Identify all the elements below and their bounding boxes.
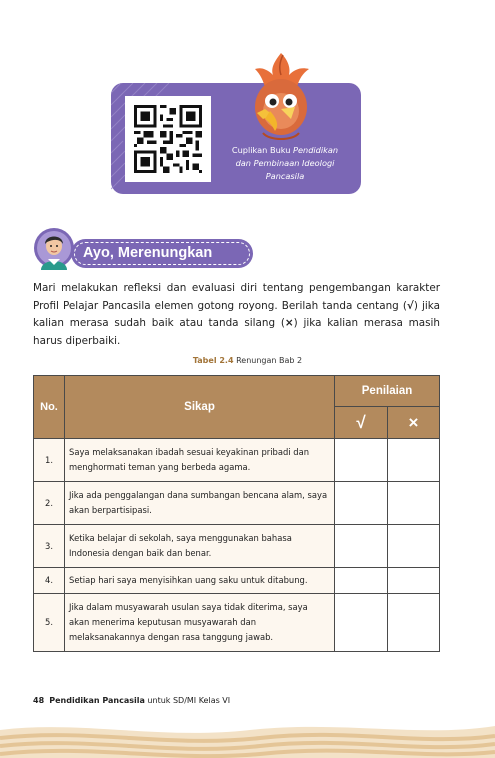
qr-caption: [223, 144, 347, 183]
row-text: Jika ada penggalangan dana sumbangan bencana alam, saya akan berpartisipasi.: [65, 482, 335, 525]
qr-caption-line2: dan Pembinaan Ideologi: [235, 158, 335, 168]
cross-cell[interactable]: [388, 594, 440, 652]
check-cell[interactable]: [335, 525, 388, 568]
row-number: 4.: [34, 568, 65, 594]
row-text: Jika dalam musyawarah usulan saya tidak diterima, saya akan menerima keputusan musyawarah dan melaksanakannya dengan rasa tanggung jawab.: [65, 594, 335, 652]
student-avatar-icon: [33, 224, 75, 270]
qr-code[interactable]: [125, 96, 211, 182]
check-icon: √: [406, 299, 414, 312]
table-caption-title: Renungan Bab 2: [236, 356, 303, 365]
qr-banner: [111, 83, 361, 194]
row-number: 2.: [34, 482, 65, 525]
header-check-icon: √: [335, 407, 388, 439]
table-row: [34, 568, 440, 594]
qr-caption-line1: Cuplikan Buku: [231, 145, 294, 155]
decorative-waves: [0, 716, 495, 758]
instruction-paragraph: Mari melakukan refleksi dan evaluasi diri tentang pengembangan karakter Profil Pelajar Pancasila elemen gotong royong. Berilah tanda centang (√) jika kalian merasa sudah baik atau tanda silang (×) jika kalian merasa masih harus diperbaiki.: [33, 282, 441, 347]
cross-cell[interactable]: [388, 525, 440, 568]
header-sikap: Sikap: [65, 376, 335, 439]
cross-cell[interactable]: [388, 482, 440, 525]
table-row: [34, 482, 440, 525]
qr-caption-line3: Pancasila: [265, 171, 305, 181]
reflection-table: [33, 375, 440, 652]
page-number: 48: [33, 696, 45, 705]
heading-title: Ayo, Merenungkan: [83, 245, 213, 261]
cross-icon: ×: [284, 317, 294, 330]
table-caption: [0, 356, 495, 365]
check-cell[interactable]: [335, 439, 388, 482]
row-number: 3.: [34, 525, 65, 568]
header-penilaian: Penilaian: [335, 376, 440, 407]
row-number: 5.: [34, 594, 65, 652]
table-row: [34, 439, 440, 482]
check-cell[interactable]: [335, 568, 388, 594]
section-heading: [33, 224, 233, 270]
check-cell[interactable]: [335, 482, 388, 525]
header-no: No.: [34, 376, 65, 439]
table-caption-label: Tabel 2.4: [192, 356, 234, 365]
qr-caption-italic: Pendidikan: [293, 145, 339, 155]
table-row: [34, 525, 440, 568]
qr-code-icon: [134, 105, 202, 173]
page-footer: [33, 696, 230, 705]
heading-pill: [71, 239, 253, 268]
book-subtitle: untuk SD/MI Kelas VI: [144, 696, 231, 705]
book-title: Pendidikan Pancasila: [49, 696, 145, 705]
header-cross-icon: ×: [388, 407, 440, 439]
cross-cell[interactable]: [388, 568, 440, 594]
row-text: Saya melaksanakan ibadah sesuai keyakinan pribadi dan menghormati teman yang berbeda agama.: [65, 439, 335, 482]
row-text: Ketika belajar di sekolah, saya menggunakan bahasa Indonesia dengan baik dan benar.: [65, 525, 335, 568]
row-text: Setiap hari saya menyisihkan uang saku untuk ditabung.: [65, 568, 335, 594]
table-row: [34, 594, 440, 652]
row-number: 1.: [34, 439, 65, 482]
cross-cell[interactable]: [388, 439, 440, 482]
check-cell[interactable]: [335, 594, 388, 652]
garuda-mascot-icon: [243, 49, 319, 145]
